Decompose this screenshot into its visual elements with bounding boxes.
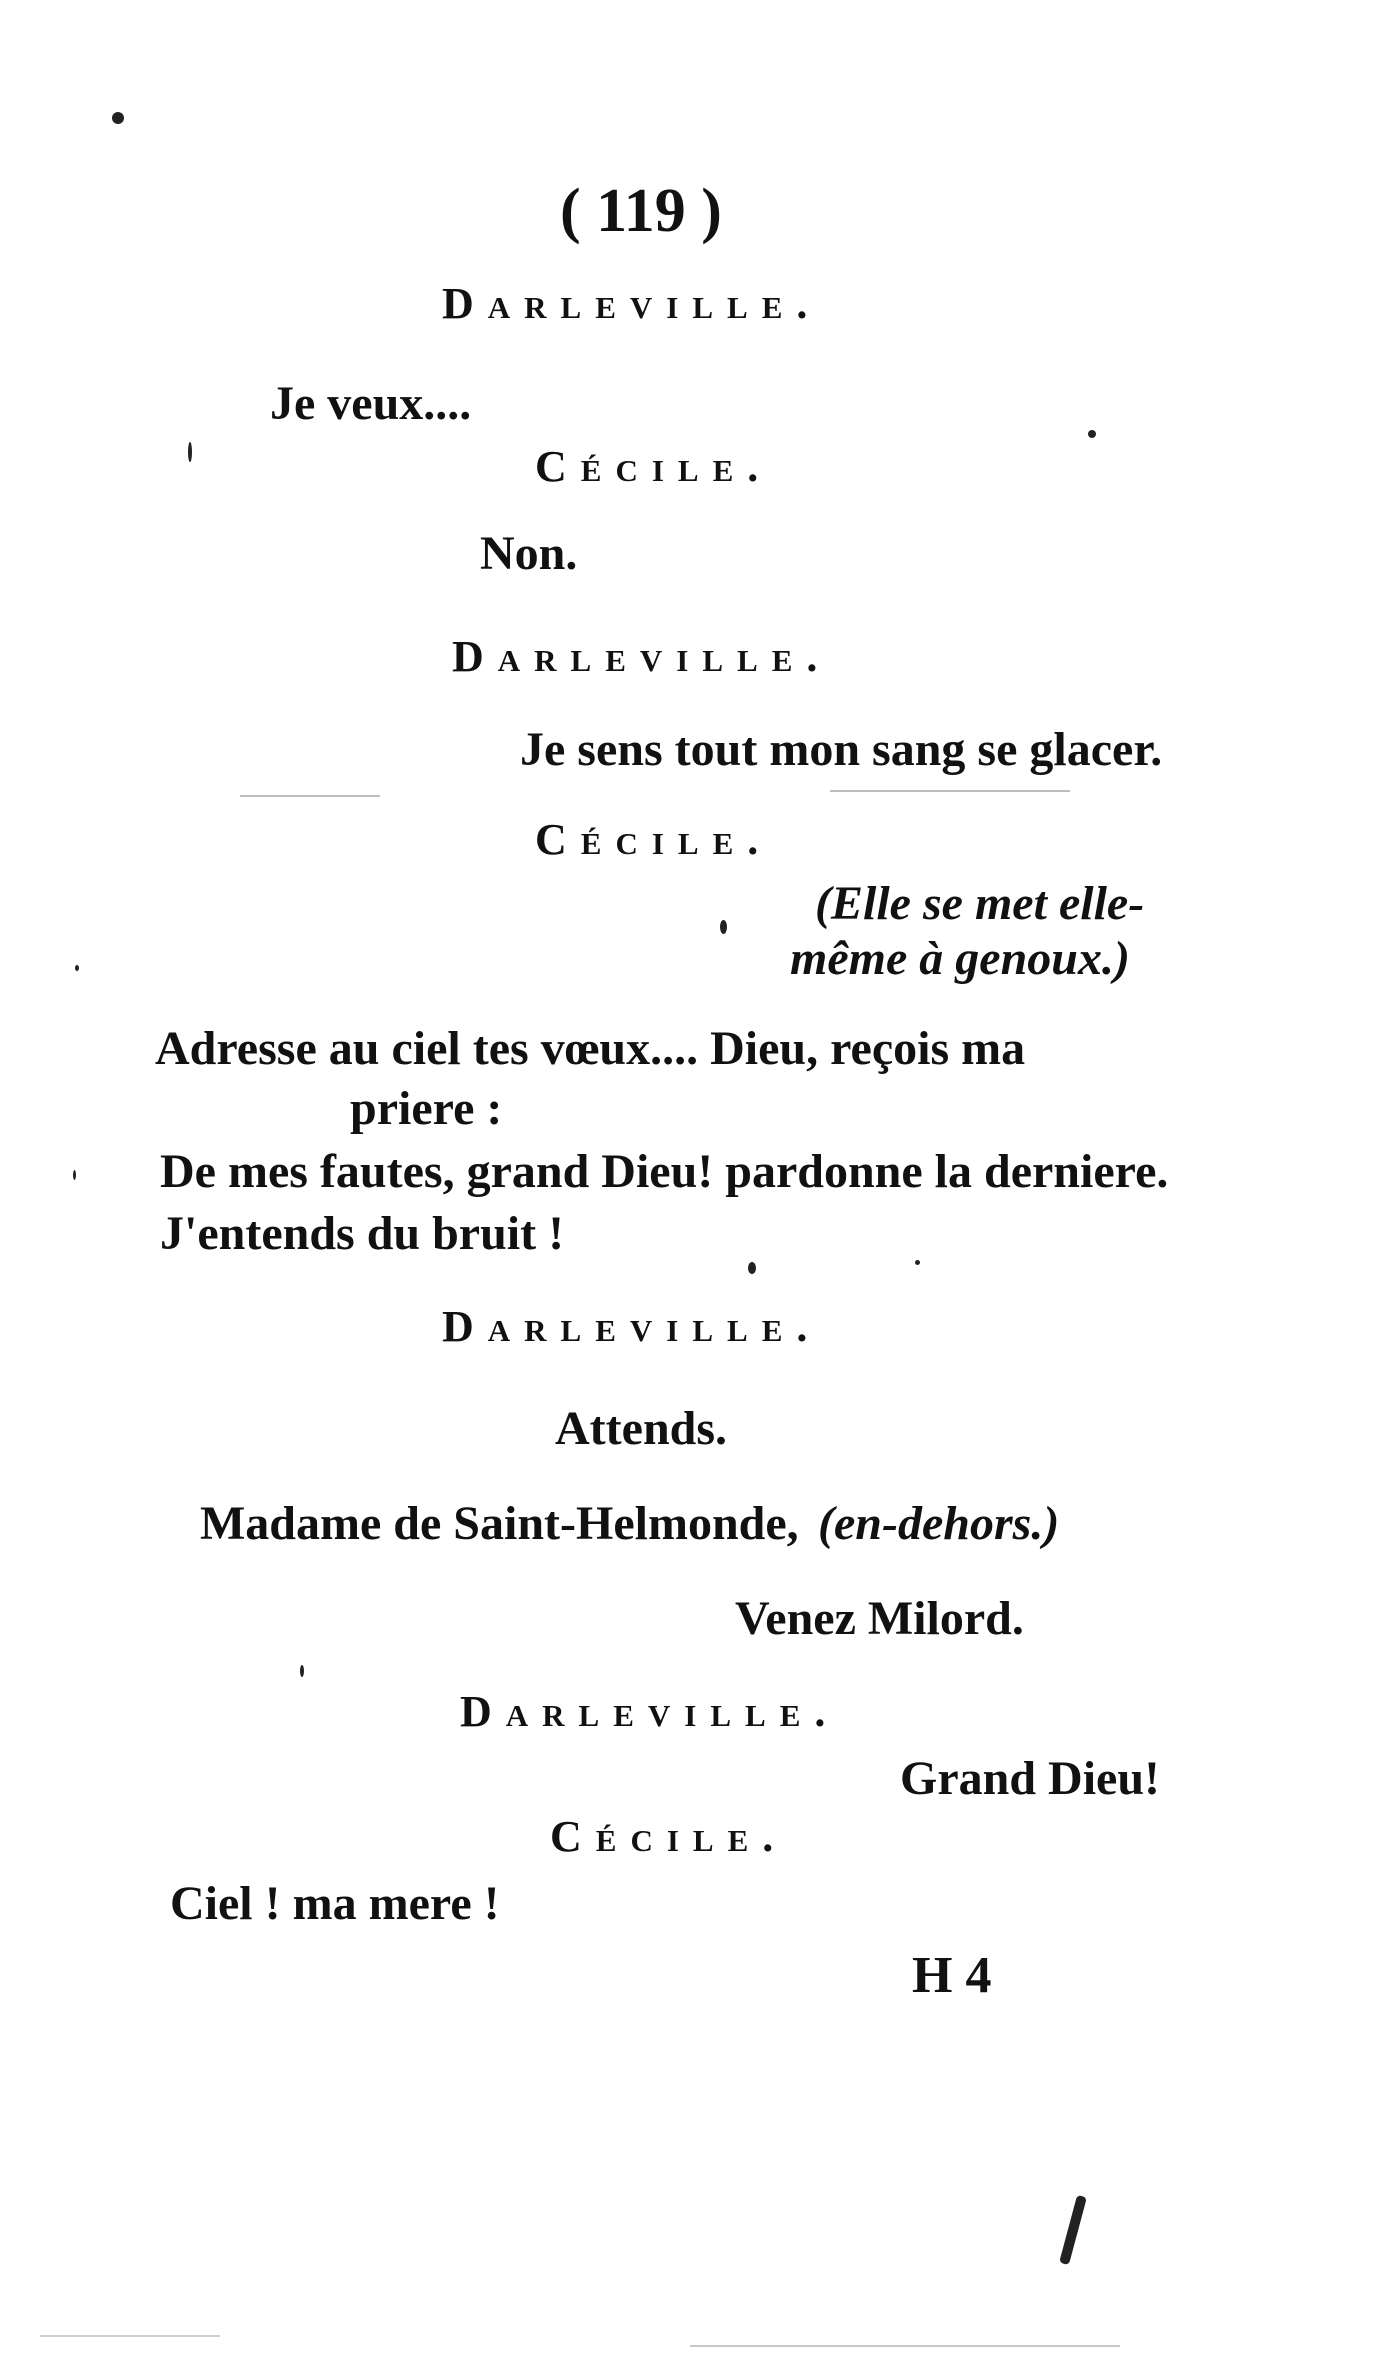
- stage-direction: même à genoux.): [790, 932, 1130, 985]
- dialogue-line: Non.: [480, 527, 578, 580]
- scan-noise-line: [830, 790, 1070, 792]
- dialogue-line: Madame de Saint-Helmonde,: [200, 1497, 799, 1550]
- scan-speck: [748, 1262, 756, 1274]
- signature-mark: H 4: [912, 1947, 992, 2004]
- speaker-name: Darleville.: [442, 279, 822, 328]
- scan-noise-line: [40, 2335, 220, 2337]
- speaker-name: Cécile.: [535, 815, 773, 864]
- scan-speck: [75, 965, 79, 971]
- page-number: ( 119 ): [560, 177, 722, 245]
- dialogue-line: Ciel ! ma mere !: [170, 1877, 500, 1930]
- dialogue-line: Attends.: [555, 1402, 728, 1455]
- scan-noise-line: [240, 795, 380, 797]
- speaker-name: Cécile.: [550, 1812, 788, 1861]
- scan-speck: [1088, 430, 1096, 438]
- scan-speck: [300, 1665, 304, 1677]
- dialogue-line: De mes fautes, grand Dieu! pardonne la derniere.: [160, 1145, 1169, 1198]
- scan-speck: [112, 112, 124, 124]
- speaker-name: Cécile.: [535, 442, 773, 491]
- dialogue-line: Adresse au ciel tes vœux.... Dieu, reçois ma: [155, 1022, 1026, 1075]
- scan-speck: [1059, 2195, 1087, 2265]
- scan-speck: [73, 1170, 76, 1180]
- dialogue-line: Je veux....: [270, 377, 472, 430]
- stage-direction: (en-dehors.): [818, 1497, 1060, 1550]
- speaker-name: Darleville.: [442, 1302, 822, 1351]
- scan-speck: [720, 920, 727, 934]
- dialogue-line: Je sens tout mon sang se glacer.: [520, 723, 1163, 776]
- scan-noise-line: [690, 2345, 1120, 2347]
- speaker-name: Darleville.: [452, 632, 832, 681]
- dialogue-line: Venez Milord.: [735, 1592, 1024, 1645]
- stage-direction: (Elle se met elle-: [815, 877, 1145, 930]
- dialogue-line: Grand Dieu!: [900, 1752, 1161, 1805]
- speaker-name: Darleville.: [460, 1687, 840, 1736]
- scan-speck: [188, 442, 192, 462]
- dialogue-line: priere :: [350, 1082, 503, 1135]
- scan-speck: [915, 1260, 920, 1265]
- dialogue-line: J'entends du bruit !: [160, 1207, 565, 1260]
